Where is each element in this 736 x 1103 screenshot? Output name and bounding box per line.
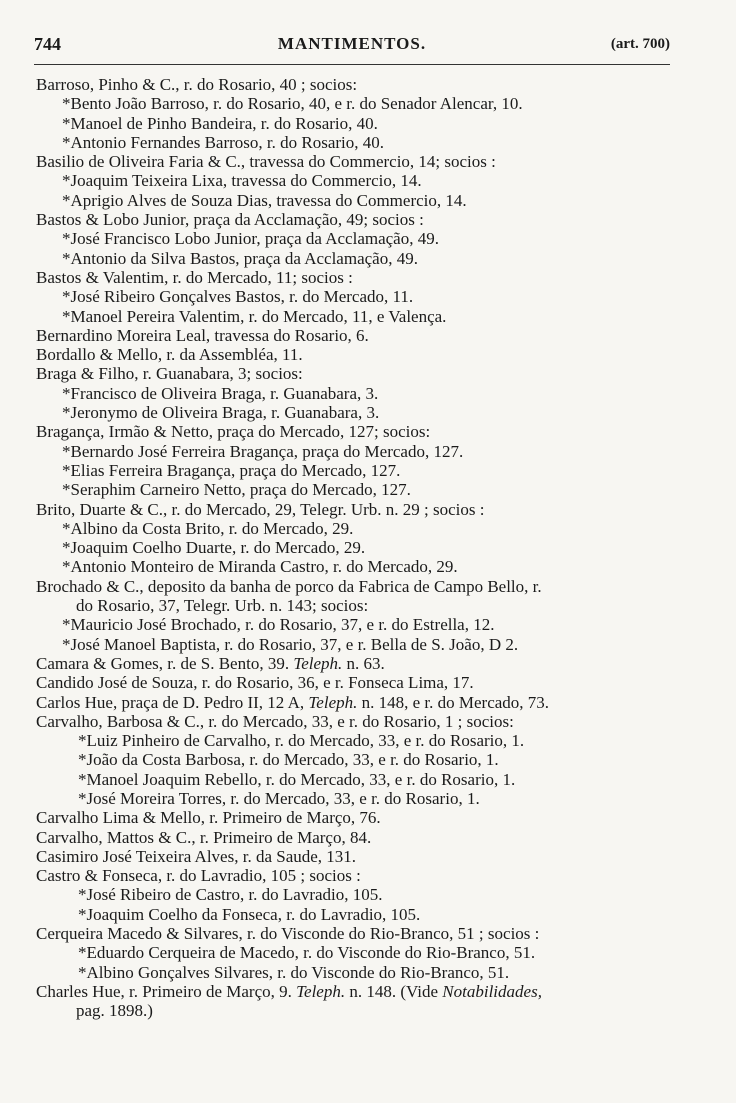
entry-line: *Manoel Pereira Valentim, r. do Mercado, 11, e Valença. — [62, 306, 447, 326]
entry-line: *Joaquim Coelho da Fonseca, r. do Lavradio, 105. — [78, 904, 421, 924]
page-number: 744 — [34, 34, 61, 54]
entry-line: *Luiz Pinheiro de Carvalho, r. do Mercado, 33, e r. do Rosario, 1. — [78, 731, 525, 751]
page-header — [34, 34, 670, 60]
entry-line: Bastos & Valentim, r. do Mercado, 11; socios : — [36, 267, 353, 287]
entry-line: Carvalho, Barbosa & C., r. do Mercado, 33, e r. do Rosario, 1 ; socios: — [36, 711, 514, 731]
entry-line: Casimiro José Teixeira Alves, r. da Saude, 131. — [36, 846, 357, 866]
entry-line: *Elias Ferreira Bragança, praça do Mercado, 127. — [62, 460, 401, 480]
entry-line: *Bento João Barroso, r. do Rosario, 40, e r. do Senador Alencar, 10. — [62, 94, 523, 114]
entry-line: Carvalho, Mattos & C., r. Primeiro de Março, 84. — [36, 827, 372, 847]
entry-line: Charles Hue, r. Primeiro de Março, 9. Teleph. n. 148. (Vide Notabilidades, — [36, 981, 542, 1001]
entry-line: *Antonio Fernandes Barroso, r. do Rosario, 40. — [62, 132, 385, 152]
entry-line: *José Moreira Torres, r. do Mercado, 33, e r. do Rosario, 1. — [78, 788, 480, 808]
header-rule — [34, 64, 670, 65]
entry-line: *Antonio Monteiro de Miranda Castro, r. do Mercado, 29. — [62, 557, 458, 577]
entry-line: Bordallo & Mello, r. da Assembléa, 11. — [36, 345, 303, 365]
entry-line: Barroso, Pinho & C., r. do Rosario, 40 ; socios: — [36, 75, 358, 94]
entry-line: *Eduardo Cerqueira de Macedo, r. do Visconde do Rio-Branco, 51. — [78, 943, 536, 963]
page-title: MANTIMENTOS. — [277, 34, 427, 53]
directory-entries — [0, 75, 736, 1021]
entry-line: Bernardino Moreira Leal, travessa do Rosario, 6. — [36, 325, 369, 345]
entry-line: *José Ribeiro de Castro, r. do Lavradio, 105. — [78, 885, 383, 905]
entry-line: *Francisco de Oliveira Braga, r. Guanabara, 3. — [62, 383, 379, 403]
entry-line: *Mauricio José Brochado, r. do Rosario, 37, e r. do Estrella, 12. — [62, 615, 495, 635]
entry-line: Camara & Gomes, r. de S. Bento, 39. Teleph. n. 63. — [36, 653, 385, 673]
entry-line: Castro & Fonseca, r. do Lavradio, 105 ; socios : — [36, 866, 361, 886]
entry-line: *Albino Gonçalves Silvares, r. do Visconde do Rio-Branco, 51. — [78, 962, 510, 982]
entry-line-continuation: pag. 1898.) — [76, 1001, 153, 1021]
entry-line: *José Manoel Baptista, r. do Rosario, 37, e r. Bella de S. João, D 2. — [62, 634, 519, 654]
entry-line: Bastos & Lobo Junior, praça da Acclamação, 49; socios : — [36, 210, 424, 230]
entry-line: *Seraphim Carneiro Netto, praça do Mercado, 127. — [62, 480, 411, 500]
entry-line: *Joaquim Teixeira Lixa, travessa do Commercio, 14. — [62, 171, 422, 191]
entry-line: Brito, Duarte & C., r. do Mercado, 29, Telegr. Urb. n. 29 ; socios : — [36, 499, 485, 519]
entry-line: *Manoel de Pinho Bandeira, r. do Rosario, 40. — [62, 113, 378, 133]
entry-line: *Aprigio Alves de Souza Dias, travessa do Commercio, 14. — [62, 190, 467, 210]
entry-line: Basilio de Oliveira Faria & C., travessa do Commercio, 14; socios : — [36, 152, 496, 172]
entry-line: *Antonio da Silva Bastos, praça da Acclamação, 49. — [62, 248, 418, 268]
entry-line: *Joaquim Coelho Duarte, r. do Mercado, 29. — [62, 538, 366, 558]
entry-line: Bragança, Irmão & Netto, praça do Mercado, 127; socios: — [36, 422, 431, 442]
entry-line: Carlos Hue, praça de D. Pedro II, 12 A, Teleph. n. 148, e r. do Mercado, 73. — [36, 692, 550, 712]
entry-line: Brochado & C., deposito da banha de porco da Fabrica de Campo Bello, r. — [36, 576, 542, 596]
entry-line: *João da Costa Barbosa, r. do Mercado, 33, e r. do Rosario, 1. — [78, 750, 499, 770]
entry-line: *Albino da Costa Brito, r. do Mercado, 29. — [62, 518, 354, 538]
entry-line: Carvalho Lima & Mello, r. Primeiro de Março, 76. — [36, 808, 381, 828]
entry-line: Candido José de Souza, r. do Rosario, 36, e r. Fonseca Lima, 17. — [36, 673, 474, 693]
article-reference: (art. 700) — [610, 36, 670, 52]
entry-line: *José Francisco Lobo Junior, praça da Acclamação, 49. — [62, 229, 439, 249]
entry-line: *Manoel Joaquim Rebello, r. do Mercado, 33, e r. do Rosario, 1. — [78, 769, 516, 789]
entry-line-continuation: do Rosario, 37, Telegr. Urb. n. 143; socios: — [76, 596, 369, 616]
entry-line: *Bernardo José Ferreira Bragança, praça do Mercado, 127. — [62, 441, 464, 461]
entry-line: Cerqueira Macedo & Silvares, r. do Visconde do Rio-Branco, 51 ; socios : — [36, 924, 540, 944]
entry-line: Braga & Filho, r. Guanabara, 3; socios: — [36, 364, 303, 384]
entry-line: *José Ribeiro Gonçalves Bastos, r. do Mercado, 11. — [62, 287, 414, 307]
entry-line: *Jeronymo de Oliveira Braga, r. Guanabara, 3. — [62, 403, 380, 423]
